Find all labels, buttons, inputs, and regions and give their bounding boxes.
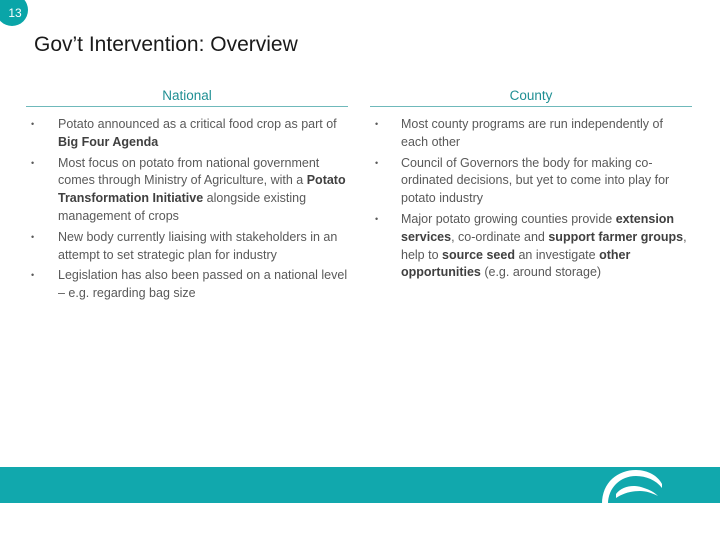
item-text: , co-ordinate and [451,229,549,244]
emphasis-text: extension services [401,211,675,244]
bullet-dot-icon: • [375,157,379,168]
county-column [370,88,692,285]
county-header: County [370,88,692,107]
national-column [26,88,348,306]
national-list [26,116,348,303]
item-text: an investigate [514,247,600,262]
item-text: Most county programs are run independently of each other [401,117,663,149]
emphasis-text: support farmer groups [548,229,684,244]
bullet-dot-icon: • [31,270,35,281]
national-header: National [26,88,348,107]
county-list [370,116,692,282]
emphasis-text: Potato Transformation Initiative [58,173,346,206]
item-text: Major potato growing counties provide [401,211,616,226]
list-item [26,229,348,265]
bullet-dot-icon: • [375,213,379,224]
bullet-dot-icon: • [375,119,379,129]
bullet-dot-icon: • [31,119,35,129]
item-text: Council of Governors the body for making co-ordinated decisions, but yet to come into play for potato industry [401,155,670,206]
slide-number-badge [0,0,28,26]
emphasis-text: Big Four Agenda [58,134,159,149]
page-title: Gov’t Intervention: Overview [34,33,298,56]
list-item [26,116,348,152]
item-text: Potato announced as a critical food crop as part of [58,117,337,131]
list-item [26,155,348,226]
item-text: , help to [401,229,687,262]
bullet-dot-icon: • [31,231,35,242]
list-item [370,155,692,208]
list-item [26,267,348,303]
item-text: Legislation has also been passed on a national level – e.g. regarding bag size [58,268,348,301]
list-item [370,116,692,152]
emphasis-text: source seed [442,247,515,262]
item-text: Most focus on potato from national government comes through Ministry of Agriculture, with a [58,155,320,188]
bullet-dot-icon: • [31,157,35,168]
item-text: New body currently liaising with stakeholders in an attempt to set strategic plan for industry [58,229,338,262]
wave-logo-icon [598,464,664,511]
emphasis-text: other opportunities [401,247,631,280]
item-text: alongside existing management of crops [58,191,307,223]
list-item [370,211,692,282]
slide-number: 13 [8,6,22,20]
item-text: (e.g. around storage) [480,265,602,280]
